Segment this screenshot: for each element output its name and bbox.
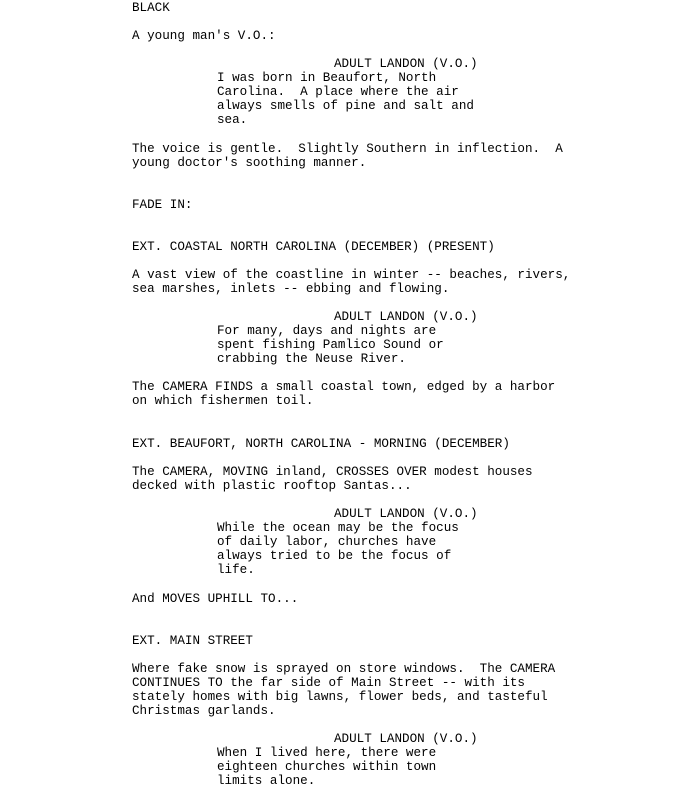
- character-name: ADULT LANDON (V.O.): [334, 732, 478, 746]
- action-line: decked with plastic rooftop Santas...: [132, 479, 412, 493]
- character-name: ADULT LANDON (V.O.): [334, 57, 478, 71]
- character-name: ADULT LANDON (V.O.): [334, 310, 478, 324]
- transition-black: BLACK: [132, 1, 170, 15]
- dialogue-line: always smells of pine and salt and: [217, 99, 474, 113]
- action-line: sea marshes, inlets -- ebbing and flowing.: [132, 282, 450, 296]
- action-line: Christmas garlands.: [132, 704, 276, 718]
- action-line: CONTINUES TO the far side of Main Street -- with its: [132, 676, 525, 690]
- transition-fade-in: FADE IN:: [132, 198, 193, 212]
- dialogue-line: always tried to be the focus of: [217, 549, 452, 563]
- scene-heading: EXT. MAIN STREET: [132, 634, 253, 648]
- dialogue-line: crabbing the Neuse River.: [217, 352, 406, 366]
- action-line: A young man's V.O.:: [132, 29, 276, 43]
- dialogue-line: sea.: [217, 113, 248, 127]
- dialogue-line: For many, days and nights are: [217, 324, 437, 338]
- dialogue-line: Carolina. A place where the air: [217, 85, 459, 99]
- action-line: young doctor's soothing manner.: [132, 156, 367, 170]
- character-name: ADULT LANDON (V.O.): [334, 507, 478, 521]
- dialogue-line: life.: [217, 563, 255, 577]
- action-line: Where fake snow is sprayed on store windows. The CAMERA: [132, 662, 556, 676]
- scene-heading: EXT. BEAUFORT, NORTH CAROLINA - MORNING (DECEMBER): [132, 437, 510, 451]
- dialogue-line: limits alone.: [217, 774, 316, 788]
- dialogue-line: When I lived here, there were: [217, 746, 437, 760]
- action-line: The voice is gentle. Slightly Southern in inflection. A: [132, 142, 563, 156]
- dialogue-line: of daily labor, churches have: [217, 535, 437, 549]
- dialogue-line: eighteen churches within town: [217, 760, 437, 774]
- action-line: And MOVES UPHILL TO...: [132, 592, 299, 606]
- action-line: The CAMERA FINDS a small coastal town, edged by a harbor: [132, 380, 556, 394]
- action-line: on which fishermen toil.: [132, 394, 314, 408]
- action-line: The CAMERA, MOVING inland, CROSSES OVER modest houses: [132, 465, 533, 479]
- action-line: stately homes with big lawns, flower beds, and tasteful: [132, 690, 548, 704]
- scene-heading: EXT. COASTAL NORTH CAROLINA (DECEMBER) (PRESENT): [132, 240, 495, 254]
- action-line: A vast view of the coastline in winter -- beaches, rivers,: [132, 268, 571, 282]
- dialogue-line: spent fishing Pamlico Sound or: [217, 338, 444, 352]
- dialogue-line: I was born in Beaufort, North: [217, 71, 437, 85]
- dialogue-line: While the ocean may be the focus: [217, 521, 459, 535]
